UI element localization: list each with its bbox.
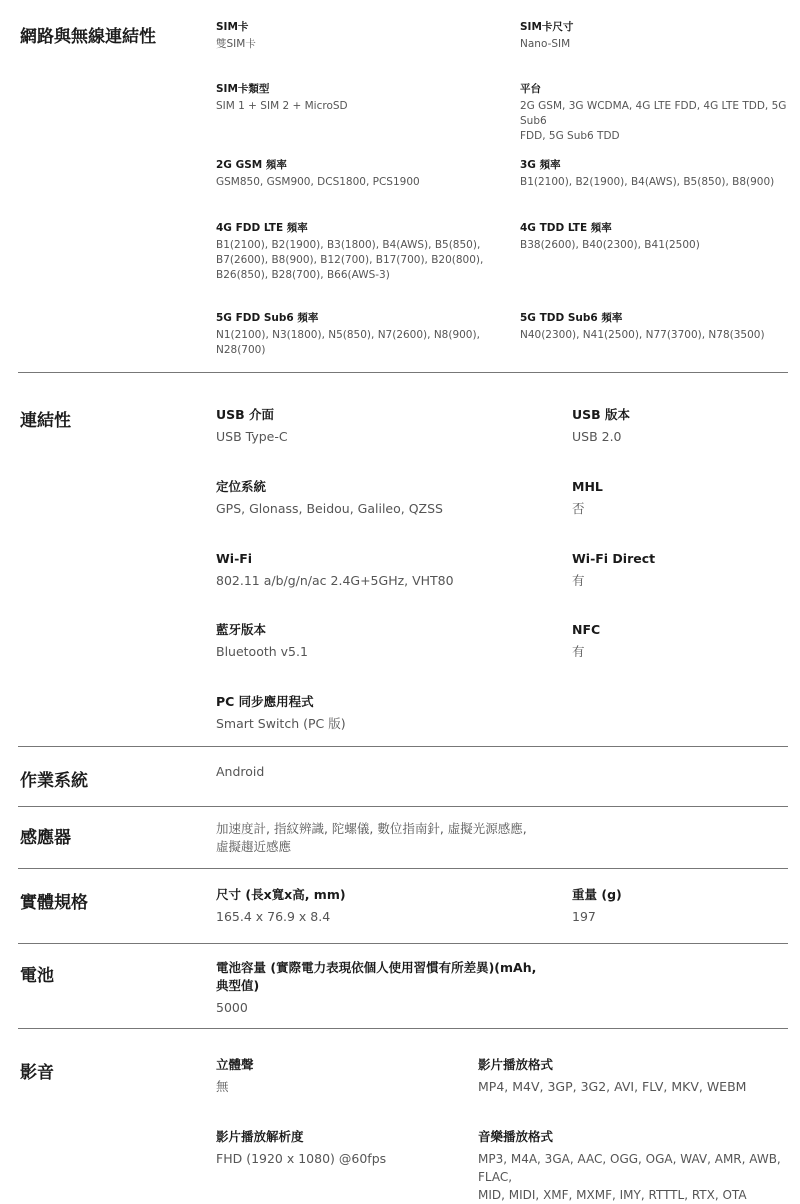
spec-label: 音樂播放格式	[478, 1129, 554, 1144]
spec-value: N40(2300), N41(2500), N77(3700), N78(3500)	[520, 329, 765, 341]
spec-value: 802.11 a/b/g/n/ac 2.4G+5GHz, VHT80	[216, 573, 454, 588]
spec-label: 5G TDD Sub6 頻率	[520, 312, 623, 324]
spec-label: PC 同步應用程式	[216, 694, 314, 709]
spec-label: 3G 頻率	[520, 159, 561, 171]
spec-value: B1(2100), B2(1900), B3(1800), B4(AWS), B5(850), B7(2600), B8(900), B12(700), B17(700), B20(800), B26(850), B28(700), B66(AWS-3)	[216, 239, 484, 281]
spec-label: Wi-Fi Direct	[572, 551, 656, 566]
spec-value: 雙SIM卡	[216, 38, 256, 50]
section-divider	[18, 868, 788, 869]
spec-wifi	[216, 550, 454, 590]
spec-label: SIM卡	[216, 21, 249, 33]
spec-sim-card	[216, 20, 256, 52]
section-title-connectivity: 連結性	[20, 411, 71, 431]
section-title-av: 影音	[20, 1063, 54, 1083]
spec-label: 平台	[520, 83, 541, 95]
spec-label: 藍牙版本	[216, 622, 267, 637]
spec-stereo	[216, 1056, 254, 1096]
spec-label: 尺寸 (長x寬x高, mm)	[216, 887, 346, 902]
spec-value: B1(2100), B2(1900), B4(AWS), B5(850), B8(900)	[520, 176, 775, 188]
spec-value: SIM 1 + SIM 2 + MicroSD	[216, 100, 348, 112]
section-title-network: 網路與無線連結性	[20, 27, 156, 47]
spec-label: 立體聲	[216, 1057, 254, 1072]
spec-label: 影片播放格式	[478, 1057, 554, 1072]
spec-value: 加速度計, 指紋辨識, 陀螺儀, 數位指南針, 虛擬光源感應, 虛擬趨近感應	[216, 821, 527, 854]
spec-value: 否	[572, 501, 585, 516]
spec-location	[216, 478, 443, 518]
spec-audio-format	[478, 1128, 800, 1204]
spec-value: 2G GSM, 3G WCDMA, 4G LTE FDD, 4G LTE TDD, 5G Sub6 FDD, 5G Sub6 TDD	[520, 100, 787, 142]
spec-value: GPS, Glonass, Beidou, Galileo, QZSS	[216, 501, 443, 516]
spec-value: Nano-SIM	[520, 38, 571, 50]
spec-value: FHD (1920 x 1080) @60fps	[216, 1151, 387, 1166]
spec-2g-gsm	[216, 158, 420, 190]
spec-weight	[572, 886, 622, 926]
spec-label: 5G FDD Sub6 頻率	[216, 312, 319, 324]
section-divider	[18, 746, 788, 747]
spec-3g	[520, 158, 774, 190]
spec-label: 4G FDD LTE 頻率	[216, 222, 308, 234]
spec-label: SIM卡尺寸	[520, 21, 574, 33]
spec-value: 有	[572, 573, 585, 588]
spec-value: USB Type-C	[216, 429, 288, 444]
spec-value: Bluetooth v5.1	[216, 644, 308, 659]
spec-sensors	[216, 820, 527, 856]
spec-label: 4G TDD LTE 頻率	[520, 222, 612, 234]
spec-5g-fdd-sub6	[216, 311, 480, 358]
spec-4g-tdd-lte	[520, 221, 700, 253]
spec-nfc	[572, 621, 600, 661]
spec-value: Android	[216, 764, 265, 779]
spec-value: MP3, M4A, 3GA, AAC, OGG, OGA, WAV, AMR, AWB, FLAC, MID, MIDI, XMF, MXMF, IMY, RTTTL, RTX, OTA	[478, 1152, 781, 1202]
spec-value: 165.4 x 76.9 x 8.4	[216, 909, 331, 924]
spec-bluetooth	[216, 621, 308, 661]
spec-label: 2G GSM 頻率	[216, 159, 287, 171]
spec-label: Wi-Fi	[216, 551, 253, 566]
spec-value: MP4, M4V, 3GP, 3G2, AVI, FLV, MKV, WEBM	[478, 1079, 747, 1094]
section-divider	[18, 1028, 788, 1029]
spec-value: GSM850, GSM900, DCS1800, PCS1900	[216, 176, 420, 188]
spec-sim-size	[520, 20, 573, 52]
spec-label: USB 版本	[572, 407, 631, 422]
section-title-battery: 電池	[20, 966, 54, 986]
spec-label: SIM卡類型	[216, 83, 270, 95]
spec-label: USB 介面	[216, 407, 275, 422]
spec-4g-fdd-lte	[216, 221, 483, 283]
section-divider	[18, 943, 788, 944]
spec-os	[216, 763, 264, 781]
spec-dimensions	[216, 886, 346, 926]
spec-value: B38(2600), B40(2300), B41(2500)	[520, 239, 700, 251]
section-title-os: 作業系統	[20, 771, 88, 791]
spec-usb-version	[572, 406, 630, 446]
spec-label: 影片播放解析度	[216, 1129, 304, 1144]
spec-value: Smart Switch (PC 版)	[216, 716, 346, 731]
spec-label: 電池容量 (實際電力表現依個人使用習慣有所差異)(mAh, 典型值)	[216, 960, 537, 993]
spec-value: 5000	[216, 1000, 248, 1015]
spec-value: N1(2100), N3(1800), N5(850), N7(2600), N8(900), N28(700)	[216, 329, 480, 356]
section-title-sensors: 感應器	[20, 828, 71, 848]
spec-value: 無	[216, 1079, 229, 1094]
spec-label: NFC	[572, 622, 601, 637]
spec-value: 有	[572, 644, 585, 659]
spec-wifi-direct	[572, 550, 655, 590]
spec-video-resolution	[216, 1128, 386, 1168]
spec-label: 定位系統	[216, 479, 267, 494]
spec-platform	[520, 82, 800, 144]
section-title-physical: 實體規格	[20, 893, 88, 913]
spec-video-format	[478, 1056, 746, 1096]
section-divider	[18, 806, 788, 807]
spec-5g-tdd-sub6	[520, 311, 765, 343]
spec-sim-type	[216, 82, 348, 114]
spec-battery-capacity	[216, 959, 536, 1017]
spec-value: USB 2.0	[572, 429, 622, 444]
spec-mhl	[572, 478, 603, 518]
section-divider	[18, 372, 788, 373]
spec-value: 197	[572, 909, 596, 924]
spec-pc-sync-app	[216, 693, 346, 733]
spec-label: 重量 (g)	[572, 887, 622, 902]
spec-label: MHL	[572, 479, 603, 494]
spec-usb-interface	[216, 406, 288, 446]
